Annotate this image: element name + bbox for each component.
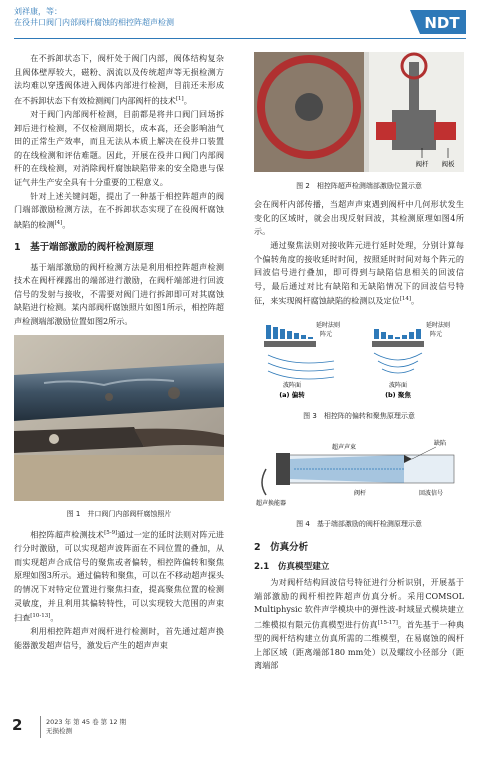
beam-label: 超声声束 bbox=[332, 443, 357, 451]
steering-label: (a) 偏转 bbox=[279, 390, 305, 399]
focusing-panel bbox=[372, 321, 450, 399]
issue-info: 2023 年 第 45 卷 第 12 期 bbox=[46, 718, 127, 726]
focusing-label: (b) 聚焦 bbox=[385, 390, 411, 399]
left-column bbox=[14, 52, 224, 653]
figure-3-caption: 图 3 相控阵的偏转和聚焦原理示意 bbox=[303, 412, 415, 421]
paragraph: 针对上述关键问题，提出了一种基于相控阵超声的阀门端部激励检测方法，在不拆卸状态实现了在役阀杆腐蚀缺陷的检测[4]。 bbox=[14, 190, 224, 230]
label-stem: 阀杆 bbox=[415, 160, 429, 168]
steering-panel bbox=[264, 321, 340, 399]
header-rule bbox=[14, 38, 466, 39]
paragraph: 基于端部激励的阀杆检测方法是利用相控阵超声检测技术在阀杆裸露出的端部进行激励，在阀杆端部进行回波信号的发射与接收，不需要对阀门进行拆卸即可对其腐蚀缺陷进行检测。某内部阀杆腐蚀照片如图1所示，相控阵超声检测端部激励位置如图2所示。 bbox=[14, 261, 224, 327]
defect-label: 缺陷 bbox=[434, 439, 447, 447]
paragraph: 在不拆卸状态下，阀杆处于阀门内部，阀体结构复杂且阀体壁厚较大，磁粉、涡流以及传统超声等无损检测方法均难以穿透阀体进入阀体内部进行检测，目前还未形成在不拆卸状态下有效检测阀门内部阀杆的技术[1]。 bbox=[14, 53, 224, 106]
figure-1-caption: 图 1 井口阀门内部阀杆腐蚀照片 bbox=[66, 510, 172, 519]
page-number: 2 bbox=[12, 716, 23, 734]
running-header bbox=[14, 6, 174, 28]
delay-law-label: 延时法则 bbox=[426, 321, 451, 329]
figure-2 bbox=[254, 52, 464, 193]
paragraph: 利用相控阵超声对阀杆进行检测时，首先通过超声换能器激发超声信号，激发后产生的超声声束 bbox=[14, 626, 224, 650]
figure-4-caption: 图 4 基于端部激励的阀杆检测原理示意 bbox=[296, 520, 422, 529]
paragraph: 相控阵超声检测技术[5-9]通过一定的延时法则对阵元进行分时激励，可以实现超声波阵面在不同位置的叠加，从而实现超声合成信号的聚焦或者偏转，相控阵偏转和聚焦原理如图3所示。通过偏转和聚焦，可以在不移动超声探头的情况下对特定位置进行聚焦扫查，提高聚焦位置的检测灵敏度，并且利用其偏转特性，可以实现较大范围的声束扫查[10-13]。 bbox=[14, 529, 224, 623]
header-authors: 刘祥康，等： bbox=[14, 7, 62, 16]
label-plate: 阀板 bbox=[441, 160, 455, 168]
footer bbox=[46, 718, 126, 736]
figure-4 bbox=[254, 429, 464, 532]
transducer-label: 超声换能器 bbox=[256, 499, 287, 507]
array-label: 阵元 bbox=[320, 330, 333, 338]
header-title: 在役井口阀门内部阀杆腐蚀的相控阵超声检测 bbox=[14, 18, 174, 27]
journal-logo bbox=[410, 10, 466, 34]
section-heading-1: 1 基于端部激励的阀杆检测原理 bbox=[14, 242, 154, 254]
echo-label: 回波信号 bbox=[419, 489, 444, 497]
corroded-stem-photo bbox=[14, 335, 224, 501]
subsection-heading-2-1: 2.1 仿真模型建立 bbox=[254, 561, 330, 572]
figure-1 bbox=[14, 335, 224, 522]
valve-photo bbox=[254, 52, 464, 172]
delay-law-label: 延时法则 bbox=[316, 321, 341, 329]
phased-array-diagram bbox=[254, 315, 464, 403]
paragraph: 对于阀门内部阀杆检测，目前都是将井口阀门回场拆卸后进行检测，不仅检测周期长，成本高，还会影响油气田的正常生产效率，而且无法从本质上解决在役井口装置的在线检测和评估难题。因此，开展在役井口阀门内部阀杆的在线检测，对消除阀杆腐蚀缺陷带来的安全隐患与保证气井生产安全具有十分重要的工程意义。 bbox=[14, 109, 224, 188]
rod-label: 阀杆 bbox=[354, 489, 367, 497]
figure-2-caption: 图 2 相控阵超声检测端部激励位置示意 bbox=[296, 181, 422, 190]
array-label: 阵元 bbox=[430, 330, 443, 338]
section-heading-2: 2 仿真分析 bbox=[254, 542, 309, 553]
footer-rule bbox=[40, 716, 41, 738]
paragraph: 通过聚焦法则对接收阵元进行延时处理，分别计算每个偏转角度的接收延时时间，按照延时时间对每个阵元的回波信号进行叠加，即可得到与缺陷信息相关的回波信号，最后通过对比有缺陷和无缺陷情况下的回波信号特征，来实现阀杆腐蚀缺陷的检测以及定位[14]。 bbox=[254, 239, 464, 307]
journal-name: 无损检测 bbox=[46, 727, 72, 735]
right-column bbox=[254, 52, 464, 673]
figure-3 bbox=[254, 315, 464, 424]
wavefront-label: 波阵面 bbox=[388, 381, 408, 389]
detection-principle-diagram bbox=[254, 429, 464, 511]
wavefront-label: 波阵面 bbox=[282, 381, 302, 389]
paragraph: 为对阀杆结构回波信号特征进行分析识别，开展基于端部激励的阀杆相控阵超声仿真分析。采用COMSOL Multiphysic 软件声学模块中的弹性波-时域显式模块建立二维模拟有限元仿真模型进行仿真[15-17]。首先基于一种典型的阀杆结构建立仿真所需的二维模型，在易腐蚀的阀杆上部区域（距离端部180 mm处）以及螺纹小径部分（距离端部 bbox=[254, 577, 464, 671]
paragraph: 会在阀杆内部传播，当超声声束遇到阀杆中几何形状发生变化的区域时，就会出现反射回波，其检测原理如图4所示。 bbox=[254, 199, 464, 237]
logo-text: NDT bbox=[424, 14, 460, 32]
